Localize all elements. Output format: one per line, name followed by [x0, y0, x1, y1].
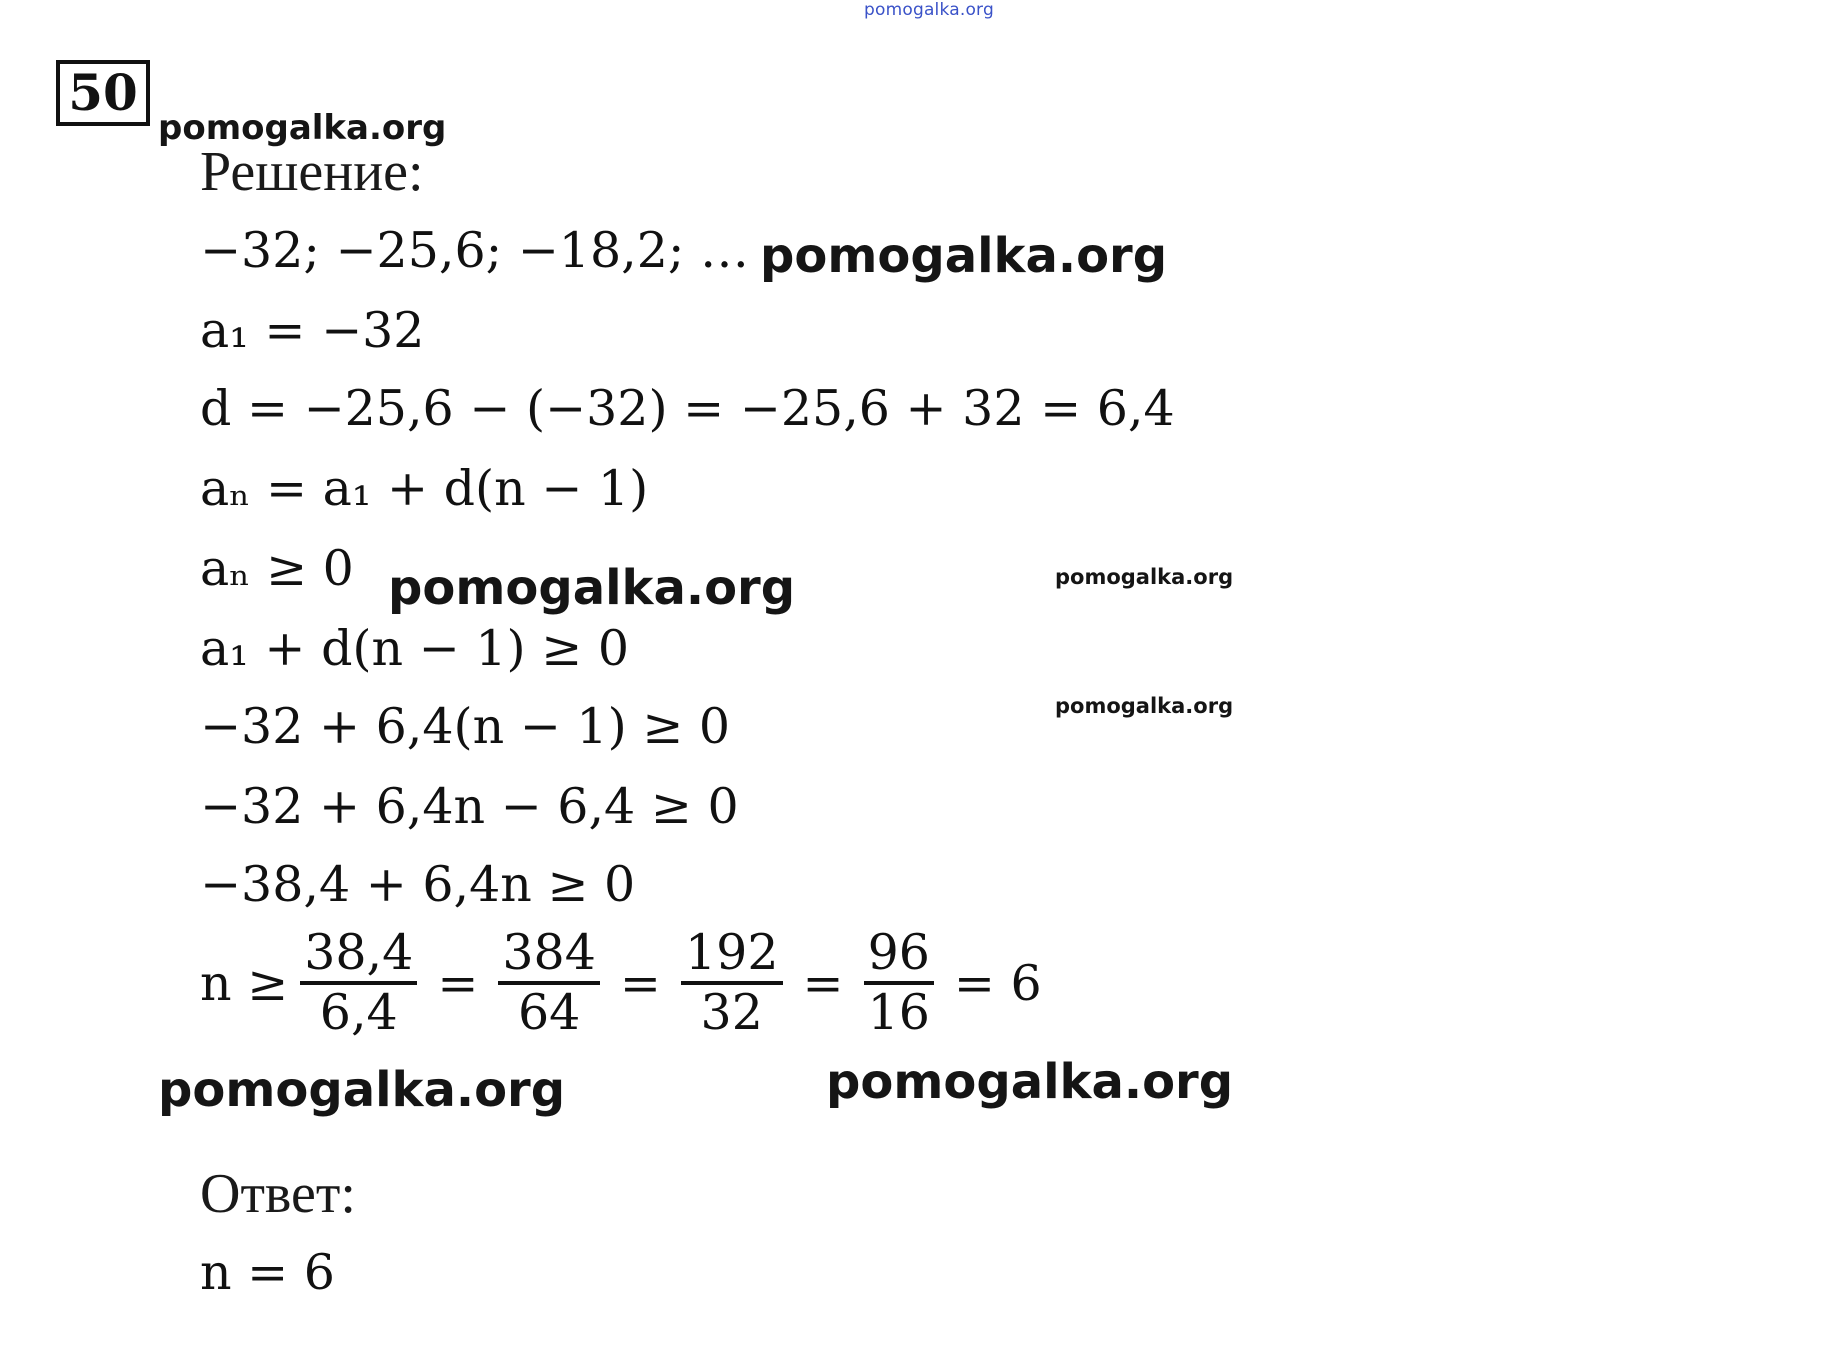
equals-sign: =: [619, 954, 661, 1012]
watermark: pomogalka.org: [158, 108, 447, 148]
fraction-numerator: 96: [867, 924, 930, 981]
sequence-line: −32; −25,6; −18,2; …: [200, 222, 749, 279]
fraction-result: = 6: [953, 954, 1042, 1012]
fraction-denominator: 32: [700, 984, 763, 1042]
fraction: [498, 925, 600, 1042]
inequality-simplified: −38,4 + 6,4n ≥ 0: [200, 856, 636, 913]
fraction-numerator: 38,4: [304, 924, 414, 981]
watermark: pomogalka.org: [388, 560, 796, 616]
fraction: [681, 925, 783, 1042]
watermark: pomogalka.org: [1055, 565, 1234, 589]
fraction-line: [200, 925, 1050, 1042]
equation-an-formula: aₙ = a₁ + d(n − 1): [200, 460, 649, 517]
fraction-denominator: 64: [517, 984, 581, 1042]
watermark: pomogalka.org: [158, 1062, 566, 1118]
fraction-denominator: 6,4: [319, 984, 398, 1042]
fraction-numerator: 384: [502, 924, 596, 981]
fraction: [300, 925, 417, 1042]
watermark: pomogalka.org: [826, 1054, 1234, 1110]
fraction-denominator: 16: [867, 984, 930, 1042]
equation-a1: a₁ = −32: [200, 302, 425, 359]
answer-value: n = 6: [200, 1244, 335, 1301]
problem-number: 50: [56, 60, 150, 126]
equation-d: d = −25,6 − (−32) = −25,6 + 32 = 6,4: [200, 380, 1175, 437]
answer-heading: Ответ:: [200, 1163, 356, 1225]
inequality-an: aₙ ≥ 0: [200, 540, 354, 597]
inequality-substituted: a₁ + d(n − 1) ≥ 0: [200, 620, 629, 677]
fraction-numerator: 192: [684, 924, 779, 981]
watermark: pomogalka.org: [1055, 694, 1234, 718]
watermark: pomogalka.org: [760, 228, 1168, 284]
equals-sign: =: [802, 954, 844, 1012]
inequality-values: −32 + 6,4(n − 1) ≥ 0: [200, 698, 731, 755]
equals-sign: =: [437, 954, 479, 1012]
solution-heading: Решение:: [200, 141, 424, 203]
inequality-expanded: −32 + 6,4n − 6,4 ≥ 0: [200, 778, 739, 835]
top-watermark: pomogalka.org: [864, 0, 994, 20]
fraction-lhs: n ≥: [200, 954, 289, 1012]
fraction: [864, 925, 934, 1042]
